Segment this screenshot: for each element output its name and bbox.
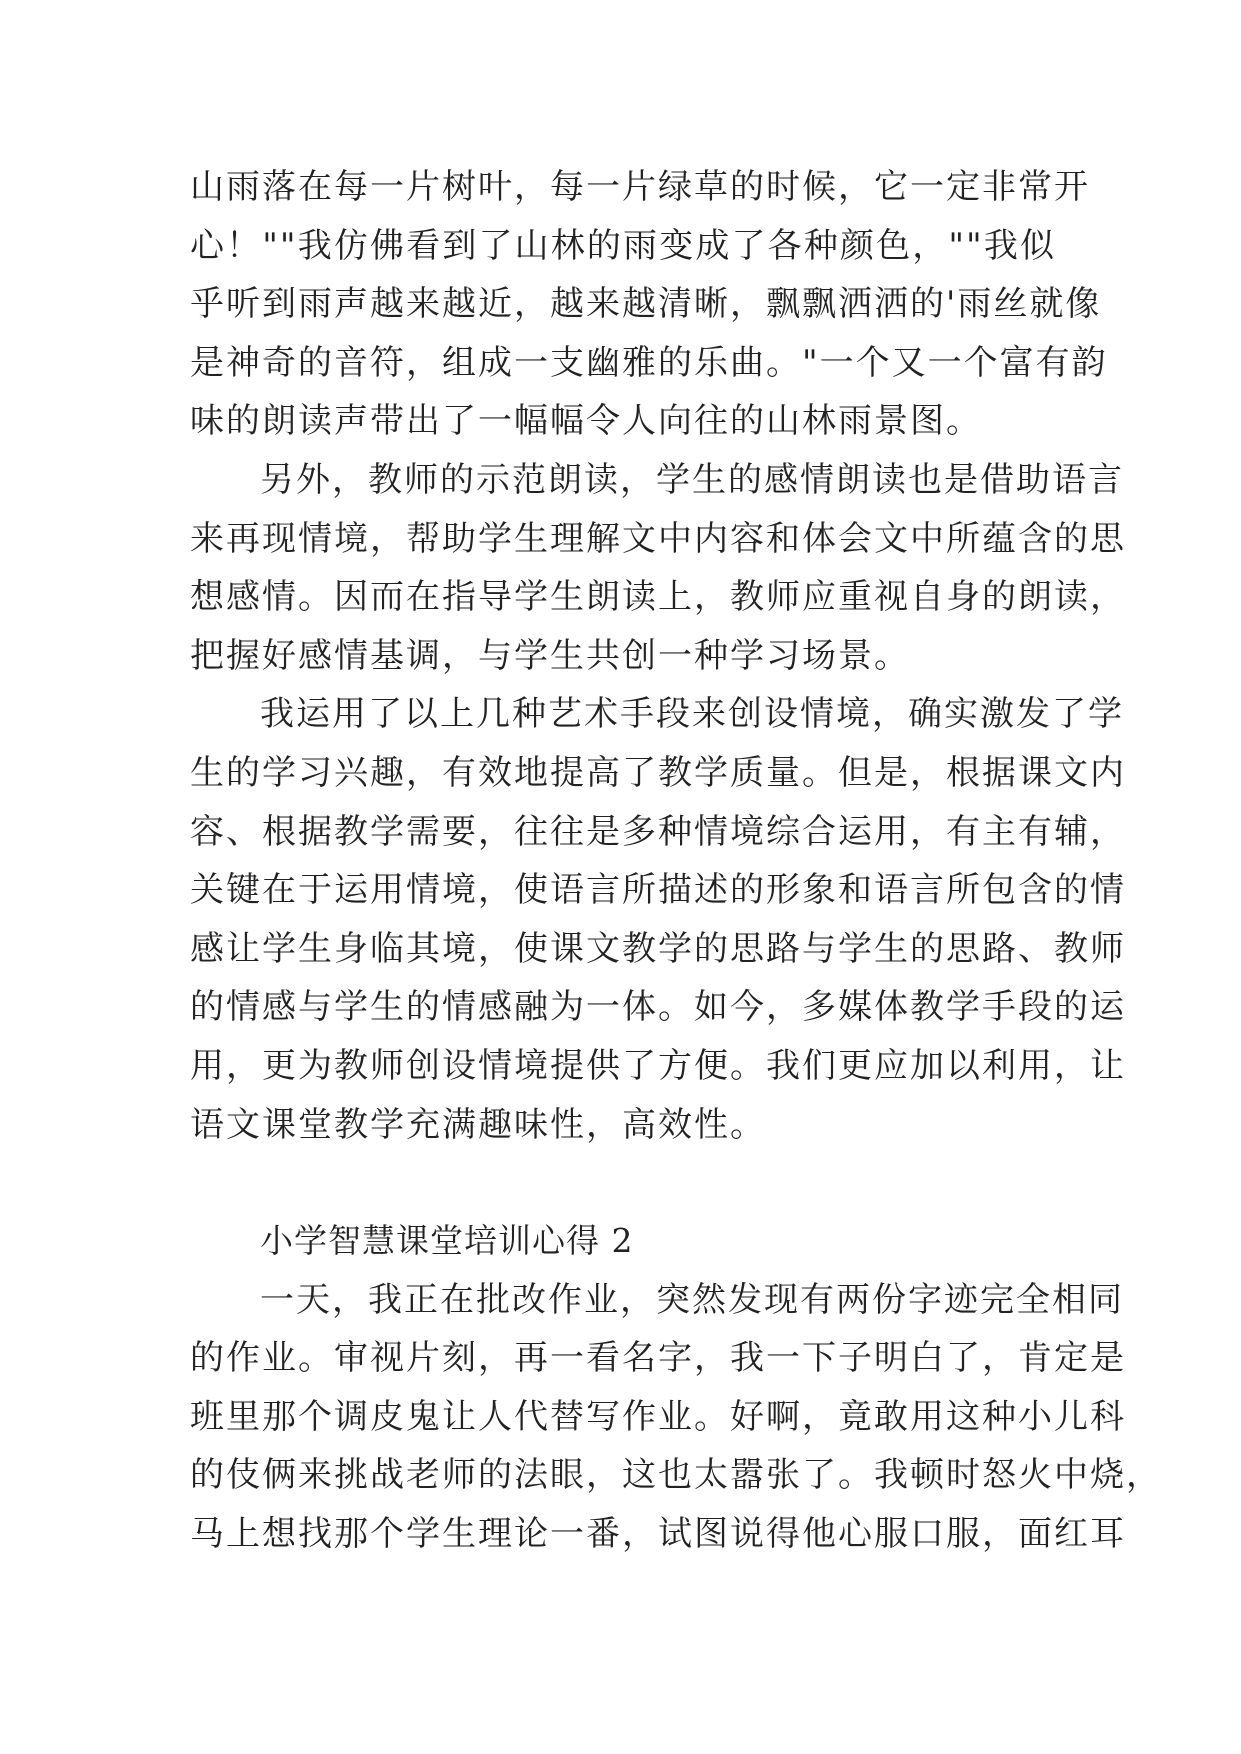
text-line: 语文课堂教学充满趣味性，高效性。 bbox=[190, 1104, 766, 1145]
text-line: 关键在于运用情境，使语言所描述的形象和语言所包含的情 bbox=[190, 870, 1126, 911]
text-line: 我运用了以上几种艺术手段来创设情境，确实激发了学 bbox=[260, 694, 1124, 735]
text-line: 是神奇的音符，组成一支幽雅的乐曲。"一个又一个富有韵 bbox=[190, 342, 1108, 383]
text-line: 一天，我正在批改作业，突然发现有两份字迹完全相同 bbox=[260, 1279, 1124, 1320]
text-line: 生的学习兴趣，有效地提高了教学质量。但是，根据课文内 bbox=[190, 752, 1126, 793]
text-line: 的伎俩来挑战老师的法眼，这也太嚣张了。我顿时怒火中烧， bbox=[190, 1455, 1162, 1496]
text-line: 心！""我仿佛看到了山林的雨变成了各种颜色，""我似 bbox=[190, 225, 1056, 266]
document-body bbox=[190, 158, 1162, 1564]
text-line: 马上想找那个学生理论一番，试图说得他心服口服，面红耳 bbox=[190, 1514, 1126, 1555]
text-line: 味的朗读声带出了一幅幅令人向往的山林雨景图。 bbox=[190, 401, 982, 442]
paragraph-homework-story bbox=[190, 1271, 1162, 1564]
text-line: 感让学生身临其境，使课文教学的思路与学生的思路、教师 bbox=[190, 928, 1126, 969]
paragraph-rain-reading bbox=[190, 158, 1108, 451]
text-line: 来再现情境，帮助学生理解文中内容和体会文中所蕴含的思 bbox=[190, 518, 1126, 559]
text-line: 想感情。因而在指导学生朗读上，教师应重视自身的朗读， bbox=[190, 577, 1126, 618]
section-spacer bbox=[190, 1154, 1056, 1212]
text-line: 的作业。审视片刻，再一看名字，我一下子明白了，肯定是 bbox=[190, 1338, 1126, 1379]
text-line: 乎听到雨声越来越近，越来越清晰，飘飘洒洒的'雨丝就像 bbox=[190, 284, 1102, 325]
text-line: 班里那个调皮鬼让人代替写作业。好啊，竟敢用这种小儿科 bbox=[190, 1396, 1126, 1437]
text-line: 用，更为教师创设情境提供了方便。我们更应加以利用，让 bbox=[190, 1045, 1126, 1086]
text-line: 另外，教师的示范朗读，学生的感情朗读也是借助语言 bbox=[260, 459, 1124, 500]
text-line: 容、根据教学需要，往往是多种情境综合运用，有主有辅， bbox=[190, 811, 1126, 852]
paragraph-teacher-reading bbox=[190, 451, 1126, 685]
text-line: 的情感与学生的情感融为一体。如今，多媒体教学手段的运 bbox=[190, 987, 1126, 1028]
section-heading: 小学智慧课堂培训心得 2 bbox=[260, 1221, 634, 1261]
text-line: 山雨落在每一片树叶，每一片绿草的时候，它一定非常开 bbox=[190, 167, 1090, 207]
paragraph-art-methods bbox=[190, 685, 1126, 1154]
text-line: 把握好感情基调，与学生共创一种学习场景。 bbox=[190, 635, 910, 676]
